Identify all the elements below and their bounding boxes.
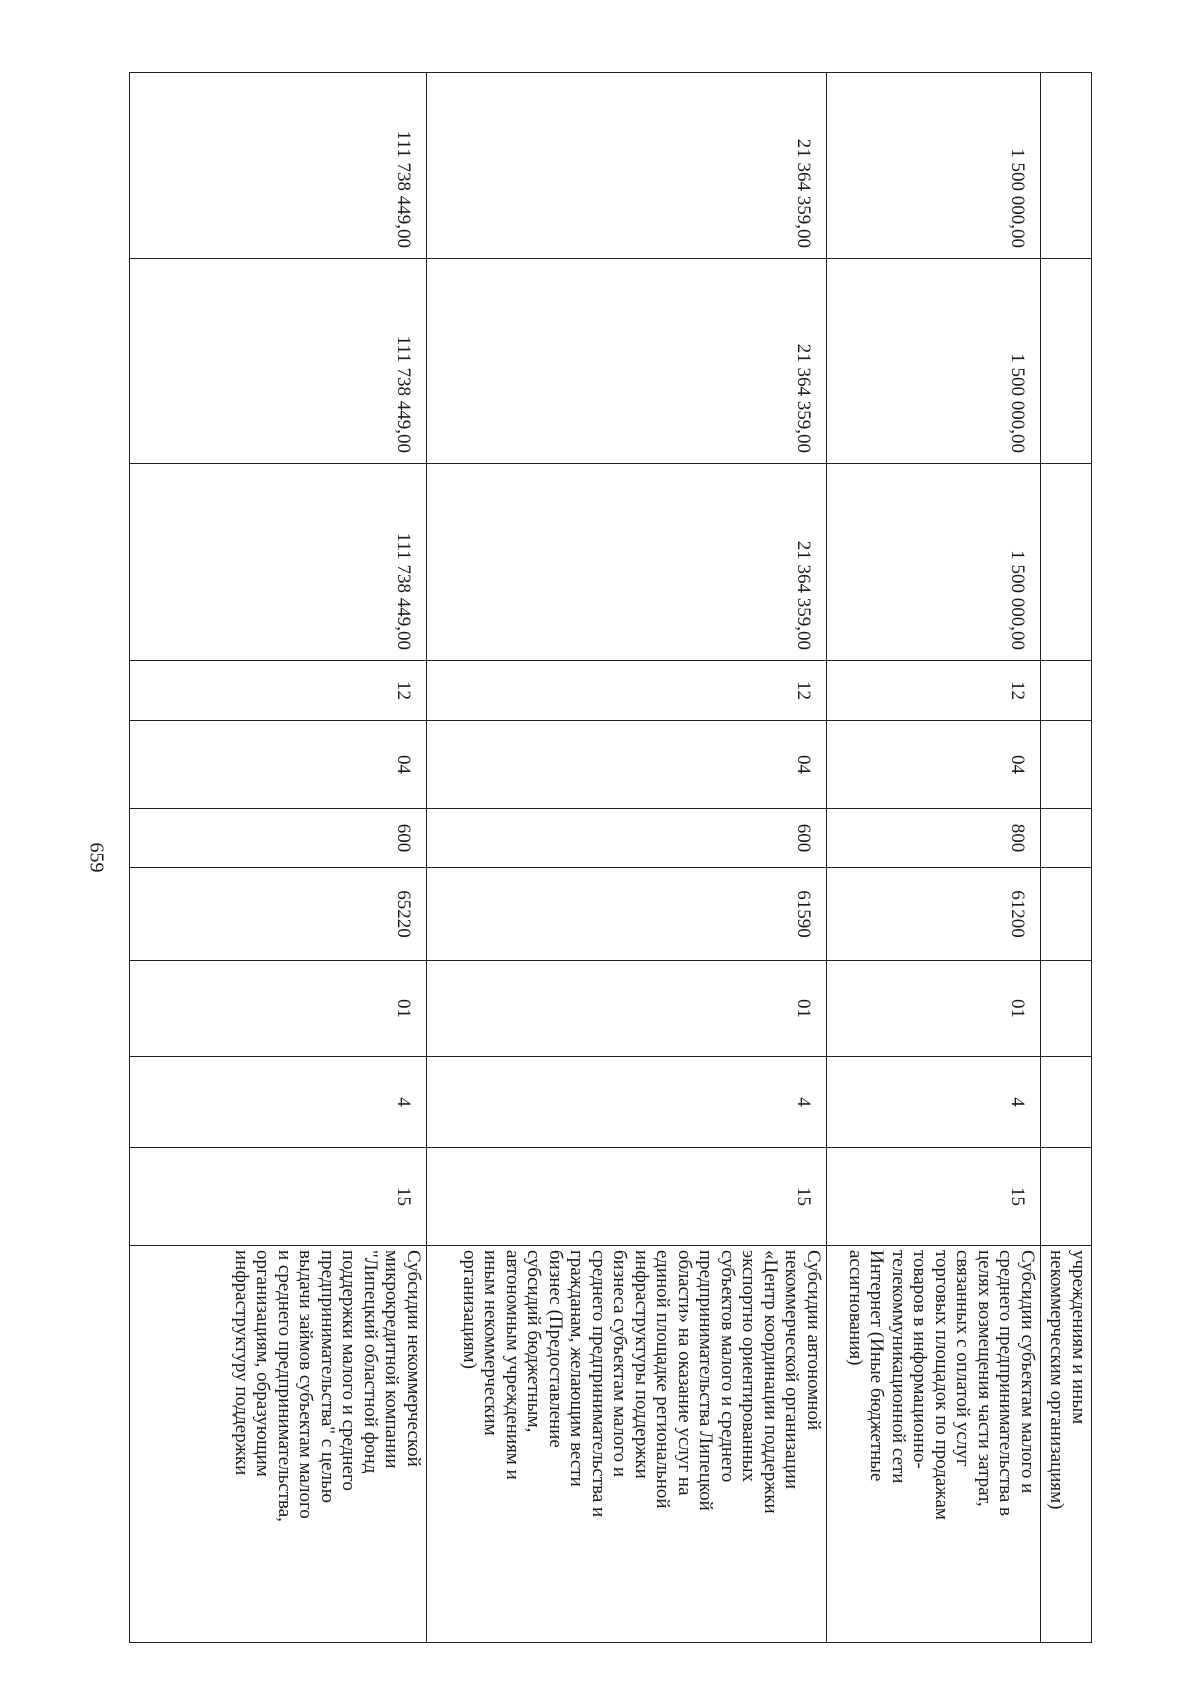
description-line: товаров в информационно- bbox=[909, 1250, 931, 1469]
cell-sum1 bbox=[1041, 464, 1092, 661]
description-line: выдачи займов субъектам малого bbox=[295, 1250, 317, 1519]
description-line: Субсидии субъектам малого и bbox=[1017, 1250, 1038, 1494]
cell-sum2 bbox=[1041, 259, 1092, 464]
cell-sp: 01 bbox=[827, 961, 1041, 1057]
description-line: целях возмещения части затрат, bbox=[974, 1250, 995, 1507]
description-line: гражданам, желающим вести bbox=[566, 1250, 588, 1487]
description-line: телекоммуникационной сети bbox=[888, 1250, 909, 1484]
description-line: некоммерческим организациям) bbox=[1046, 1250, 1068, 1510]
cell-description bbox=[130, 1246, 427, 1643]
description-line: инфраструктуры поддержки bbox=[631, 1250, 652, 1479]
cell-pp: 4 bbox=[827, 1057, 1041, 1148]
cell-vr: 800 bbox=[827, 809, 1041, 868]
cell-sp: 01 bbox=[427, 961, 827, 1057]
cell-pr bbox=[1041, 661, 1092, 721]
budget-table-rotated bbox=[130, 72, 1092, 1642]
description-line: экспортно ориентированных bbox=[738, 1250, 760, 1482]
cell-rz: 04 bbox=[427, 721, 827, 809]
cell-sum3: 1 500 000,00 bbox=[827, 73, 1041, 259]
description-line: Субсидии автономной bbox=[803, 1250, 824, 1431]
cell-gp bbox=[1041, 1148, 1092, 1246]
cell-description bbox=[1041, 1246, 1092, 1643]
description-line: среднего предпринимательства и bbox=[588, 1250, 609, 1518]
description-line: инфраструктуру поддержки bbox=[231, 1250, 252, 1476]
cell-pr: 12 bbox=[130, 661, 427, 721]
description-line: области» на оказание услуг на bbox=[674, 1250, 695, 1496]
cell-pp bbox=[1041, 1057, 1092, 1148]
description-line: поддержки малого и среднего bbox=[338, 1250, 360, 1491]
description-line: предпринимательства" с целью bbox=[317, 1250, 338, 1503]
description-line: организациям, образующим bbox=[252, 1250, 274, 1477]
cell-vr: 600 bbox=[427, 809, 827, 868]
cell-na: 61200 bbox=[827, 868, 1041, 961]
cell-sum2: 111 738 449,00 bbox=[130, 259, 427, 464]
table-row bbox=[427, 73, 827, 1643]
cell-sum3 bbox=[1041, 73, 1092, 259]
table-row bbox=[827, 73, 1041, 1643]
cell-pp: 4 bbox=[130, 1057, 427, 1148]
cell-gp: 15 bbox=[427, 1148, 827, 1246]
description-line: учреждениям и иным bbox=[1068, 1250, 1089, 1425]
description-line: торговых площадок по продажам bbox=[931, 1250, 952, 1520]
cell-sum1: 21 364 359,00 bbox=[427, 464, 827, 661]
description-line: "Липецкий областной фонд bbox=[360, 1250, 381, 1474]
cell-sum1: 1 500 000,00 bbox=[827, 464, 1041, 661]
description-line: иным некоммерческим bbox=[480, 1250, 502, 1436]
description-line: организациям) bbox=[459, 1250, 480, 1369]
cell-gp: 15 bbox=[827, 1148, 1041, 1246]
description-line: Субсидии некоммерческой bbox=[403, 1250, 424, 1467]
cell-sum2: 21 364 359,00 bbox=[427, 259, 827, 464]
cell-pp: 4 bbox=[427, 1057, 827, 1148]
cell-description bbox=[827, 1246, 1041, 1643]
cell-rz: 04 bbox=[130, 721, 427, 809]
cell-pr: 12 bbox=[427, 661, 827, 721]
cell-sum3: 111 738 449,00 bbox=[130, 73, 427, 259]
description-line: Интернет (Иные бюджетные bbox=[866, 1250, 888, 1482]
cell-sum2: 1 500 000,00 bbox=[827, 259, 1041, 464]
page-number: 659 bbox=[85, 842, 108, 873]
cell-na: 65220 bbox=[130, 868, 427, 961]
description-line: предпринимательства Липецкой bbox=[695, 1250, 717, 1511]
description-line: бизнес (Предоставление bbox=[545, 1250, 566, 1448]
description-line: субъектов малого и среднего bbox=[717, 1250, 738, 1483]
cell-vr bbox=[1041, 809, 1092, 868]
description-line: «Центр координации поддержки bbox=[760, 1250, 781, 1514]
cell-sum1: 111 738 449,00 bbox=[130, 464, 427, 661]
cell-sp: 01 bbox=[130, 961, 427, 1057]
description-line: среднего предпринимательства в bbox=[995, 1250, 1017, 1516]
description-line: некоммерческой организации bbox=[781, 1250, 803, 1490]
cell-gp: 15 bbox=[130, 1148, 427, 1246]
budget-table bbox=[129, 72, 1092, 1643]
cell-na: 61590 bbox=[427, 868, 827, 961]
cell-na bbox=[1041, 868, 1092, 961]
description-line: и среднего предпринимательства, bbox=[274, 1250, 295, 1522]
cell-rz: 04 bbox=[827, 721, 1041, 809]
description-line: микрокредитной компании bbox=[381, 1250, 403, 1469]
cell-sp bbox=[1041, 961, 1092, 1057]
cell-vr: 600 bbox=[130, 809, 427, 868]
description-line: субсидий бюджетным, bbox=[523, 1250, 545, 1433]
cell-rz bbox=[1041, 721, 1092, 809]
description-line: автономным учреждениям и bbox=[502, 1250, 523, 1480]
description-line: бизнеса субъектам малого и bbox=[609, 1250, 631, 1478]
description-line: единой площадке региональной bbox=[652, 1250, 674, 1509]
table-row-continuation bbox=[1041, 73, 1092, 1643]
cell-sum3: 21 364 359,00 bbox=[427, 73, 827, 259]
cell-pr: 12 bbox=[827, 661, 1041, 721]
description-line: связанных с оплатой услуг bbox=[952, 1250, 974, 1467]
table-row bbox=[130, 73, 427, 1643]
cell-description bbox=[427, 1246, 827, 1643]
description-line: ассигнования) bbox=[845, 1250, 866, 1366]
